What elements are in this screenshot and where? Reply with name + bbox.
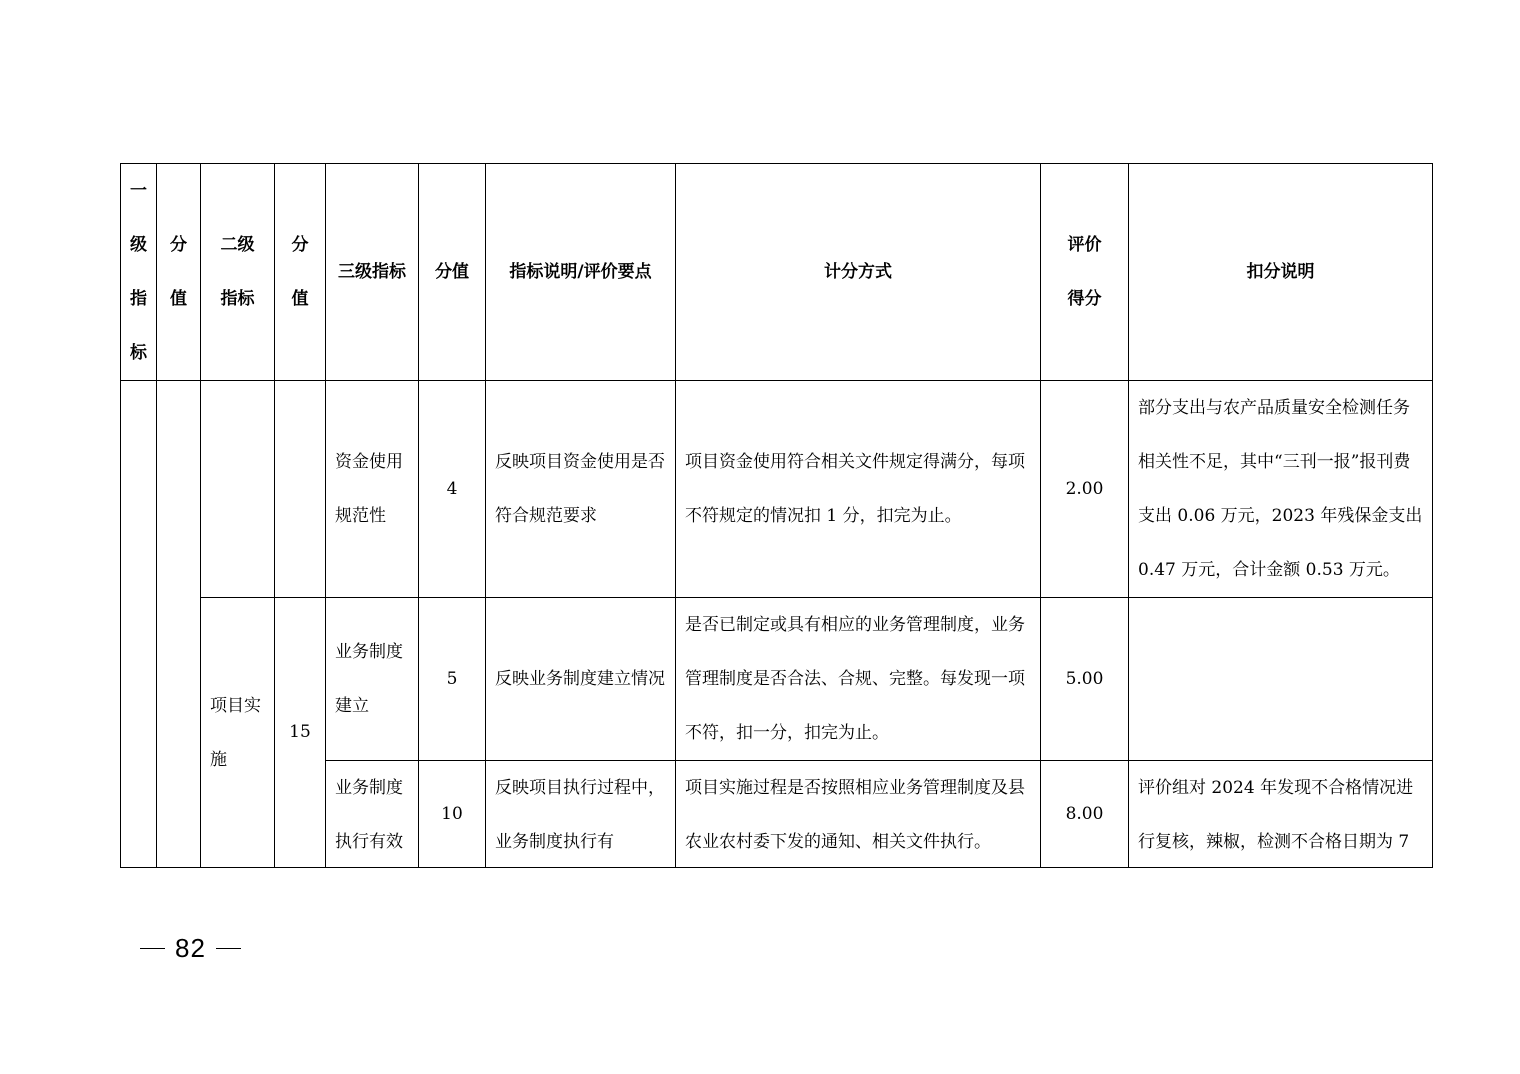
deduction-note	[1129, 598, 1433, 761]
scoring-method-cell	[676, 761, 1041, 868]
deduction-note-cell	[1129, 761, 1433, 868]
table-row	[121, 381, 1433, 598]
header-level2-score: 分 值	[275, 164, 326, 381]
page-number-text: 82	[175, 933, 206, 963]
level3-score: 4	[419, 381, 486, 598]
scoring-method: 是否已制定或具有相应的业务管理制度，业务管理制度是否合法、合规、完整。每发现一项不符，扣一分，扣完为止。	[676, 598, 1041, 761]
table-row	[121, 598, 1433, 761]
level2-score-cell-empty	[275, 381, 326, 598]
level1-score-cell	[157, 381, 201, 868]
level2-indicator: 项目实施	[201, 598, 275, 868]
deduction-note: 评价组对 2024 年发现不合格情况进行复核，辣椒，检测不合格日期为 7	[1138, 778, 1414, 852]
indicator-description: 反映项目执行过程中，业务制度执行有	[495, 778, 665, 852]
table-header-row	[121, 164, 1433, 381]
level3-indicator: 资金使用规范性	[326, 381, 419, 598]
header-level1-indicator: 一 级 指 标	[121, 164, 157, 381]
indicator-description-cell	[486, 761, 676, 868]
header-level2-indicator: 二级 指标	[201, 164, 275, 381]
evaluation-score: 2.00	[1041, 381, 1129, 598]
header-level3-indicator: 三级指标	[326, 164, 419, 381]
page-number-dash-right	[216, 948, 241, 949]
level2-indicator-cell-empty	[201, 381, 275, 598]
header-deduction-note: 扣分说明	[1129, 164, 1433, 381]
evaluation-score: 5.00	[1041, 598, 1129, 761]
scoring-method: 项目实施过程是否按照相应业务管理制度及县农业农村委下发的通知、相关文件执行。	[685, 778, 1025, 852]
page-number-dash-left	[140, 948, 165, 949]
header-description: 指标说明/评价要点	[486, 164, 676, 381]
level3-indicator: 业务制度建立	[326, 598, 419, 761]
header-scoring-method: 计分方式	[676, 164, 1041, 381]
level2-score: 15	[275, 598, 326, 868]
deduction-note: 部分支出与农产品质量安全检测任务相关性不足，其中“三刊一报”报刊费支出 0.06 万元，2023 年残保金支出 0.47 万元，合计金额 0.53 万元。	[1129, 381, 1433, 598]
scoring-method: 项目资金使用符合相关文件规定得满分，每项不符规定的情况扣 1 分，扣完为止。	[676, 381, 1041, 598]
level3-score: 10	[419, 761, 486, 868]
header-level3-score: 分值	[419, 164, 486, 381]
level3-score: 5	[419, 598, 486, 761]
level3-indicator-cell	[326, 761, 419, 868]
indicator-description: 反映项目资金使用是否符合规范要求	[486, 381, 676, 598]
header-level1-score: 分 值	[157, 164, 201, 381]
evaluation-score: 8.00	[1041, 761, 1129, 868]
header-evaluation-score: 评价 得分	[1041, 164, 1129, 381]
level1-indicator-cell	[121, 381, 157, 868]
page-number	[130, 928, 251, 968]
level3-indicator: 业务制度执行有效	[335, 778, 403, 852]
indicator-description: 反映业务制度建立情况	[486, 598, 676, 761]
evaluation-table	[120, 163, 1433, 868]
